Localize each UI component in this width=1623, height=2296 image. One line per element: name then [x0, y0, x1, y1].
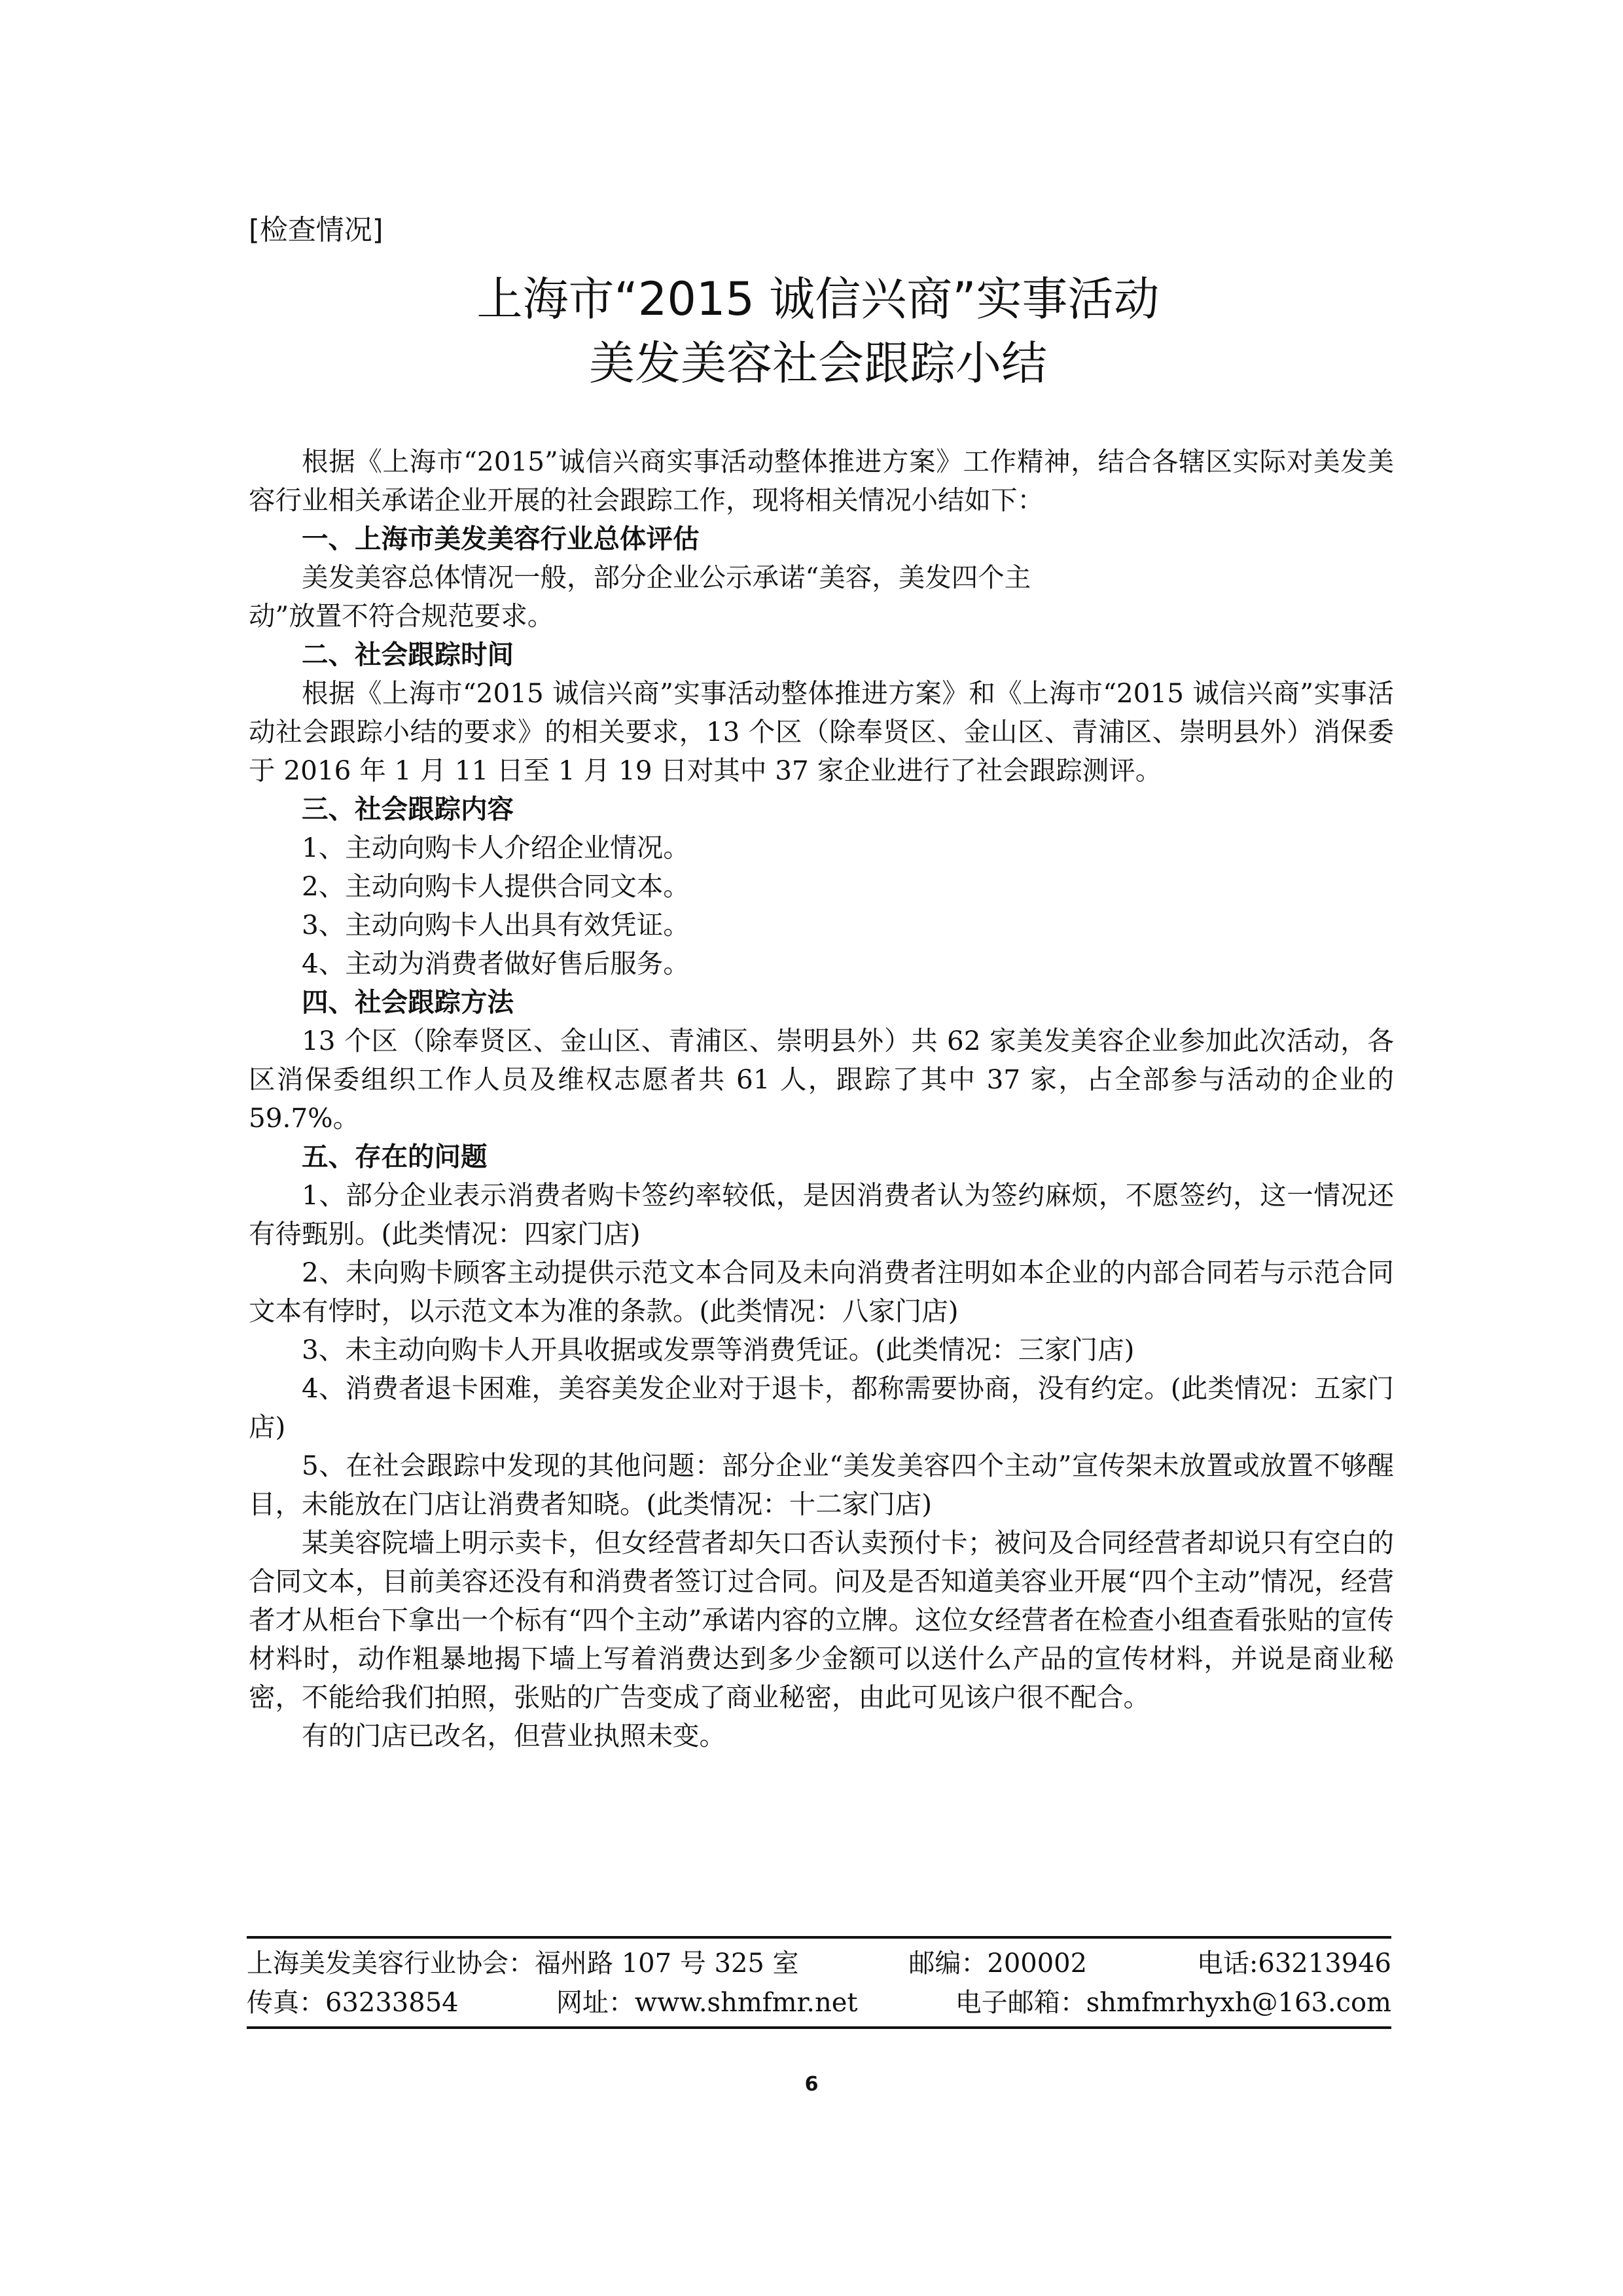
- footer-row-1: [247, 1944, 1391, 1983]
- section-5-item: 1、部分企业表示消费者购卡签约率较低，是因消费者认为签约麻烦，不愿签约，这一情况还有待甄别。(此类情况：四家门店): [249, 1179, 1394, 1249]
- section-3-item: 4、主动为消费者做好售后服务。: [302, 948, 690, 979]
- section-5-item: 3、未主动向购卡人开具收据或发票等消费凭证。(此类情况：三家门店): [302, 1334, 1135, 1365]
- section-3-item: 2、主动向购卡人提供合同文本。: [302, 870, 690, 902]
- section-1-text-line-1: 美发美容总体情况一般，部分企业公示承诺“美容，美发四个主: [302, 562, 1031, 593]
- intro-paragraph: 根据《上海市“2015”诚信兴商实事活动整体推进方案》工作精神，结合各辖区实际对美发美容行业相关承诺企业开展的社会跟踪工作，现将相关情况小结如下：: [249, 446, 1394, 516]
- section-3-item: 1、主动向购卡人介绍企业情况。: [302, 832, 690, 863]
- document-body: [249, 442, 1394, 1755]
- footer-phone: 电话:63213946: [1196, 1948, 1391, 1979]
- section-2-heading: 二、社会跟踪时间: [302, 639, 514, 670]
- footer-website: 网址：www.shmfmr.net: [556, 1988, 858, 2018]
- footer-org-address: 上海美发美容行业协会：福州路 107 号 325 室: [247, 1948, 799, 1979]
- footer-fax: 传真：63233854: [247, 1988, 459, 2018]
- section-5-heading: 五、存在的问题: [302, 1141, 488, 1172]
- section-5-item: 2、未向购卡顾客主动提供示范文本合同及未向消费者注明如本企业的内部合同若与示范合同文本有悖时，以示范文本为准的条款。(此类情况：八家门店): [249, 1257, 1394, 1327]
- section-1-heading: 一、上海市美发美容行业总体评估: [302, 523, 700, 554]
- case-paragraph: 某美容院墙上明示卖卡，但女经营者却矢口否认卖预付卡；被问及合同经营者却说只有空白的合同文本，目前美容还没有和消费者签订过合同。问及是否知道美容业开展“四个主动”情况，经营者才从柜台下拿出一个标有“四个主动”承诺内容的立牌。这位女经营者在检查小组查看张贴的宣传材料时，动作粗暴地揭下墙上写着消费达到多少金额可以送什么产品的宣传材料，并说是商业秘密，不能给我们拍照，张贴的广告变成了商业秘密，由此可见该户很不配合。: [249, 1527, 1394, 1713]
- section-4-text: 13 个区（除奉贤区、金山区、青浦区、崇明县外）共 62 家美发美容企业参加此次活动，各区消保委组织工作人员及维权志愿者共 61 人，跟踪了其中 37 家，占全部参与活动的企业的 59.7%。: [249, 1025, 1394, 1134]
- footer-postcode: 邮编：200002: [908, 1948, 1088, 1979]
- document-title-line-1: 上海市“2015 诚信兴商”实事活动: [476, 272, 1160, 326]
- closing-paragraph: 有的门店已改名，但营业执照未变。: [302, 1720, 726, 1751]
- section-1-text-line-2: 动”放置不符合规范要求。: [249, 600, 554, 632]
- footer-email: 电子邮箱：shmfmrhyxh@163.com: [955, 1988, 1391, 2018]
- page-number: 6: [804, 2073, 819, 2096]
- section-3-item: 3、主动向购卡人出具有效凭证。: [302, 909, 690, 941]
- section-5-item: 4、消费者退卡困难，美容美发企业对于退卡，都称需要协商，没有约定。(此类情况：五家门店): [249, 1372, 1394, 1443]
- section-4-heading: 四、社会跟踪方法: [302, 986, 514, 1018]
- contact-footer: [247, 1936, 1391, 2029]
- section-5-item: 5、在社会跟踪中发现的其他问题：部分企业“美发美容四个主动”宣传架未放置或放置不够醒目，未能放在门店让消费者知晓。(此类情况：十二家门店): [249, 1450, 1394, 1520]
- category-tag: [检查情况]: [249, 214, 383, 247]
- document-title-line-2: 美发美容社会跟踪小结: [589, 336, 1047, 390]
- footer-row-2: [247, 1983, 1391, 2022]
- section-3-heading: 三、社会跟踪内容: [302, 793, 514, 825]
- section-2-text: 根据《上海市“2015 诚信兴商”实事活动整体推进方案》和《上海市“2015 诚信兴商”实事活动社会跟踪小结的要求》的相关要求，13 个区（除奉贤区、金山区、青浦区、崇明县外）消保委于 2016 年 1 月 11 日至 1 月 19 日对其中 37 家企业进行了社会跟踪测评。: [249, 677, 1394, 786]
